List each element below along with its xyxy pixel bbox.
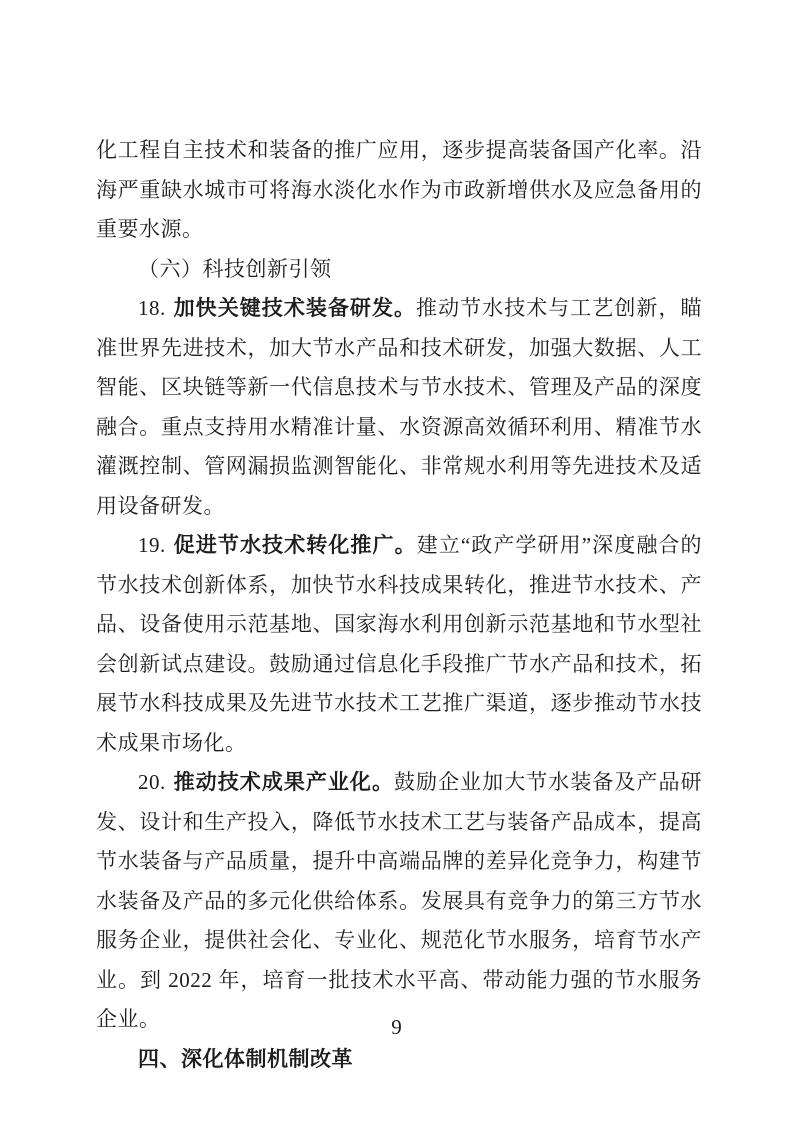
- paragraph-continuation: [96, 131, 702, 250]
- paragraph-20-body: 鼓励企业加大节水装备及产品研发、设计和生产投入，降低节水技术工艺与装备产品成本，提高节水装备与产品质量，提升中高端品牌的差异化竞争力，构建节水装备及产品的多元化供给体系。发展具有竞争力的第三方节水服务企业，提供社会化、专业化、规范化节水服务，培育节水产业。到 2022 年，培育一批技术水平高、带动能力强的节水服务企业。: [96, 770, 703, 1031]
- paragraph-item-18: [96, 289, 702, 526]
- paragraph-20-number: 20.: [138, 770, 166, 794]
- paragraph-19-lead: 促进节水技术转化推广。: [173, 533, 417, 557]
- paragraph-19-body: 建立“政产学研用”深度融合的节水技术创新体系，加快节水科技成果转化，推进节水技术、产品、设备使用示范基地、国家海水利用创新示范基地和节水型社会创新试点建设。鼓励通过信息化手段推广节水产品和技术，拓展节水科技成果及先进节水技术工艺推广渠道，逐步推动节水技术成果市场化。: [96, 533, 703, 755]
- subsection-heading-6-text: （六）科技创新引领: [138, 256, 332, 281]
- section-heading-4-text: 四、深化体制机制改革: [138, 1047, 353, 1071]
- page-number: 9: [391, 1015, 402, 1039]
- paragraph-18-lead: 加快关键技术装备研发。: [173, 296, 417, 320]
- paragraph-18-number: 18.: [138, 296, 166, 320]
- paragraph-19-number: 19.: [138, 533, 166, 557]
- paragraph-20-lead: 推动技术成果产业化。: [173, 770, 395, 794]
- paragraph-item-20: [96, 763, 702, 1040]
- paragraph-item-19: [96, 526, 702, 763]
- paragraph-continuation-text: 化工程自主技术和装备的推广应用，逐步提高装备国产化率。沿海严重缺水城市可将海水淡化水作为市政新增供水及应急备用的重要水源。: [96, 138, 702, 241]
- subsection-heading-6: [96, 250, 702, 290]
- document-content: [96, 131, 702, 1079]
- paragraph-18-body: 推动节水技术与工艺创新，瞄准世界先进技术，加大节水产品和技术研发，加强大数据、人工智能、区块链等新一代信息技术与节水技术、管理及产品的深度融合。重点支持用水精准计量、水资源高效循环利用、精准节水灌溉控制、管网漏损监测智能化、非常规水利用等先进技术及适用设备研发。: [96, 296, 702, 518]
- section-heading-4: [96, 1040, 702, 1080]
